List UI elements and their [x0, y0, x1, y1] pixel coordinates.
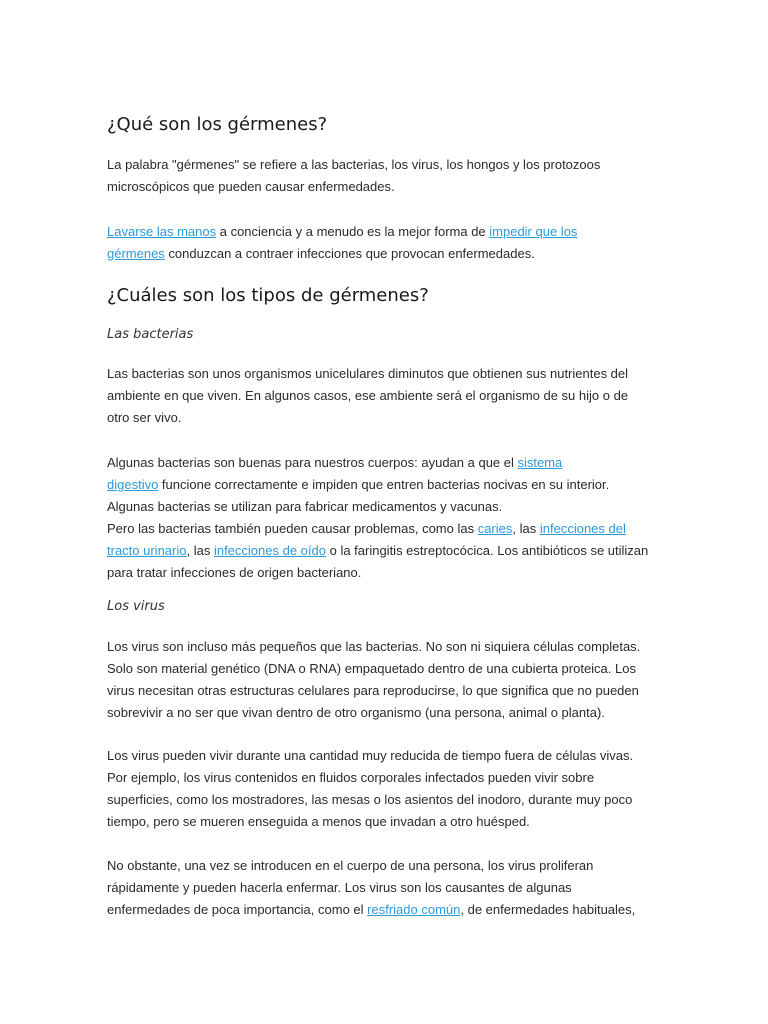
text-line: Los virus pueden vivir durante una cantidad muy reducida de tiempo fuera de células vivas.: [107, 748, 634, 763]
text-fragment: , las: [186, 543, 214, 558]
bacteria-subtitle: Las bacterias: [107, 327, 194, 342]
text-line: virus necesitan otras estructuras celulares para reproducirse, lo que significa que no pueden: [107, 683, 639, 698]
text-fragment: Algunas bacterias son buenas para nuestros cuerpos: ayudan a que el: [107, 455, 518, 470]
bacteria-paragraph-2: [107, 452, 667, 584]
text-line: [107, 474, 667, 496]
link-impedir-germenes[interactable]: impedir que los: [489, 224, 578, 239]
text-line: No obstante, una vez se introducen en el cuerpo de una persona, los virus proliferan: [107, 858, 594, 873]
text-fragment: , las: [512, 521, 540, 536]
text-line: La palabra "gérmenes" se refiere a las bacterias, los virus, los hongos y los protozoos: [107, 157, 601, 172]
text-line: Algunas bacterias se utilizan para fabricar medicamentos y vacunas.: [107, 499, 503, 514]
text-line: sobrevivir a no ser que vivan dentro de otro organismo (una persona, animal o planta).: [107, 705, 605, 720]
virus-paragraph-3: [107, 855, 667, 921]
text-line: Solo son material genético (DNA o RNA) empaquetado dentro de una cubierta proteica. Los: [107, 661, 636, 676]
text-fragment: , de enfermedades habituales,: [460, 902, 636, 917]
text-line: microscópicos que pueden causar enfermedades.: [107, 179, 395, 194]
text-line: rápidamente y pueden hacerla enfermar. Los virus son los causantes de algunas: [107, 880, 572, 895]
text-fragment: Pero las bacterias también pueden causar problemas, como las: [107, 521, 478, 536]
text-line: Las bacterias son unos organismos unicelulares diminutos que obtienen sus nutrientes del: [107, 366, 629, 381]
types-heading: ¿Cuáles son los tipos de gérmenes?: [107, 285, 429, 306]
text-line: otro ser vivo.: [107, 410, 182, 425]
text-line: ambiente en que viven. En algunos casos, ese ambiente será el organismo de su hijo o de: [107, 388, 629, 403]
link-sistema-digestivo[interactable]: digestivo: [107, 477, 159, 492]
text-line: Por ejemplo, los virus contenidos en fluidos corporales infectados pueden vivir sobre: [107, 770, 595, 785]
text-line: [107, 518, 667, 540]
link-lavarse-manos[interactable]: Lavarse las manos: [107, 224, 217, 239]
text-fragment: funcione correctamente e impiden que entren bacterias nocivas en su interior.: [158, 477, 610, 492]
text-line: para tratar infecciones de origen bacteriano.: [107, 565, 362, 580]
text-fragment: enfermedades de poca importancia, como el: [107, 902, 368, 917]
link-impedir-germenes[interactable]: gérmenes: [107, 246, 165, 261]
link-sistema-digestivo[interactable]: sistema: [517, 455, 563, 470]
link-infecciones-tracto-urinario[interactable]: tracto urinario: [107, 543, 187, 558]
virus-paragraph-2: [107, 745, 667, 833]
text-line: [107, 221, 667, 243]
text-line: [107, 243, 667, 265]
handwashing-paragraph: [107, 221, 667, 265]
page-title: ¿Qué son los gérmenes?: [107, 114, 328, 135]
text-line: [107, 899, 667, 921]
text-line: Los virus son incluso más pequeños que las bacterias. No son ni siquiera células completas.: [107, 639, 641, 654]
virus-subtitle: Los virus: [107, 599, 165, 614]
text-line: superficies, como los mostradores, las mesas o los asientos del inodoro, durante muy poco: [107, 792, 633, 807]
intro-paragraph: [107, 154, 667, 198]
text-line: [107, 452, 667, 474]
link-infecciones-oido[interactable]: infecciones de oído: [213, 543, 326, 558]
link-caries[interactable]: caries: [477, 521, 513, 536]
text-fragment: o la faringitis estreptocócica. Los antibióticos se utilizan: [325, 543, 649, 558]
text-line: [107, 540, 667, 562]
text-fragment: a conciencia y a menudo es la mejor forma de: [216, 224, 490, 239]
text-line: tiempo, pero se mueren enseguida a menos que invadan a otro huésped.: [107, 814, 530, 829]
virus-paragraph-1: [107, 636, 667, 724]
link-infecciones-tracto-urinario[interactable]: infecciones del: [539, 521, 626, 536]
text-fragment: conduzcan a contraer infecciones que provocan enfermedades.: [164, 246, 535, 261]
bacteria-paragraph-1: [107, 363, 667, 429]
link-resfriado-comun[interactable]: resfriado común: [367, 902, 461, 917]
